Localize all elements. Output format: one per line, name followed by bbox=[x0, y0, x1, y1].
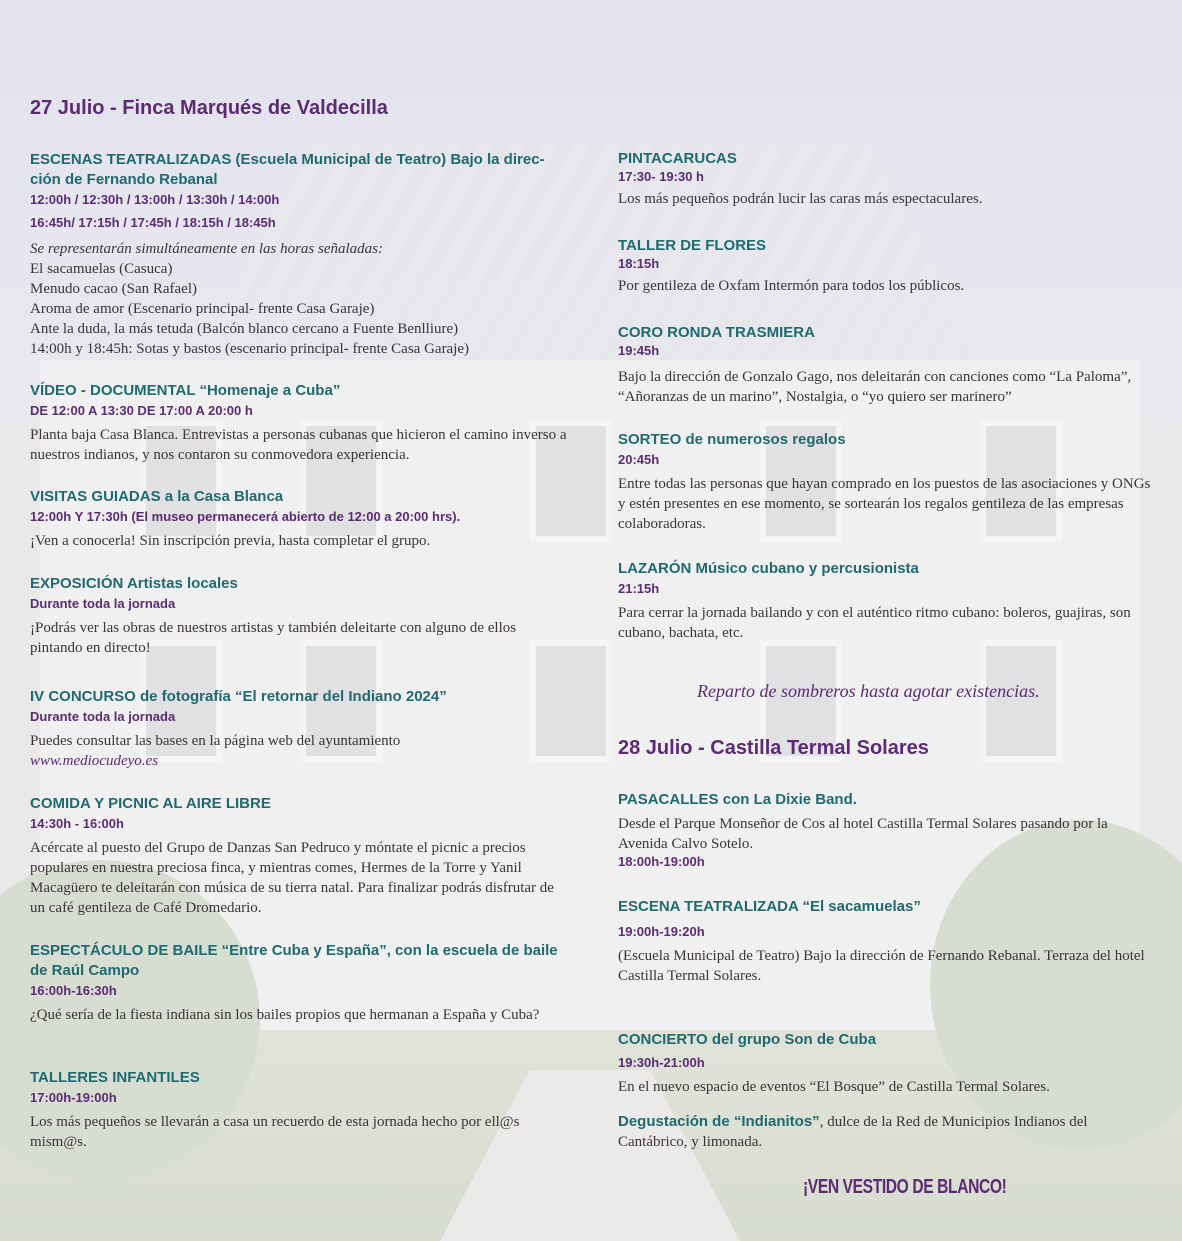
section-time: 19:00h-19:20h bbox=[618, 924, 705, 939]
list-item: Ante la duda, la más tetuda (Balcón blanco cercano a Fuente Benlliure) bbox=[30, 321, 459, 337]
section-text: Desde el Parque Monseñor de Cos al hotel Castilla Termal Solares pasando por la Avenida Calvo Sotelo. bbox=[618, 816, 1108, 852]
degustacion-title: Degustación de “Indianitos” bbox=[618, 1113, 820, 1130]
section-title: CONCIERTO del grupo Son de Cuba bbox=[618, 1031, 877, 1048]
section-time: 19:45h bbox=[618, 343, 660, 358]
section-text: ¡Ven a conocerla! Sin inscripción previa, hasta completar el grupo. bbox=[30, 533, 431, 549]
section-title: TALLER DE FLORES bbox=[618, 237, 767, 254]
section-title: ESCENA TEATRALIZADA “El sacamuelas” bbox=[618, 898, 921, 915]
section-video bbox=[30, 381, 570, 465]
section-title: LAZARÓN Músico cubano y percusionista bbox=[618, 560, 919, 577]
section-text: Los más pequeños se llevarán a casa un recuerdo de esta jornada hecho por ell@s mism@s. bbox=[30, 1114, 520, 1150]
section-time: 16:00h-16:30h bbox=[30, 983, 117, 998]
section-text: ¿Qué sería de la fiesta indiana sin los bailes propios que hermanan a España y Cuba? bbox=[30, 1007, 540, 1023]
day2-title: 28 Julio - Castilla Termal Solares bbox=[618, 737, 929, 759]
section-time: 14:30h - 16:00h bbox=[30, 816, 124, 831]
section-title: PINTACARUCAS bbox=[618, 150, 737, 167]
section-time: DE 12:00 A 13:30 DE 17:00 A 20:00 h bbox=[30, 403, 253, 418]
section-comida bbox=[30, 794, 570, 918]
section-title: PASACALLES con La Dixie Band. bbox=[618, 791, 857, 808]
section-baile bbox=[30, 941, 570, 1025]
section-text: Bajo la dirección de Gonzalo Gago, nos deleitarán con canciones como “La Paloma”, “Añoranzas de un marino”, Nostalgia, o “yo quiero ser marinero” bbox=[618, 369, 1132, 405]
section-escenas bbox=[30, 150, 570, 359]
section-text: Los más pequeños podrán lucir las caras más espectaculares. bbox=[618, 191, 983, 207]
section-title: COMIDA Y PICNIC AL AIRE LIBRE bbox=[30, 795, 271, 812]
section-title: ESCENAS TEATRALIZADAS (Escuela Municipal de Teatro) Bajo la direc- bbox=[30, 151, 545, 168]
section-text: Para cerrar la jornada bailando y con el auténtico ritmo cubano: boleros, guajiras, son cubano, bachata, etc. bbox=[618, 605, 1131, 641]
slogan: ¡VEN VESTIDO DE BLANCO! bbox=[803, 1176, 1007, 1198]
section-flores bbox=[618, 236, 1153, 296]
day1-title: 27 Julio - Finca Marqués de Valdecilla bbox=[30, 97, 388, 119]
section-title: SORTEO de numerosos regalos bbox=[618, 431, 846, 448]
section-pasacalles bbox=[618, 790, 1153, 870]
section-time: 12:00h Y 17:30h (El museo permanecerá abierto de 12:00 a 20:00 hrs). bbox=[30, 509, 461, 524]
section-concierto bbox=[618, 1030, 1153, 1097]
section-title: ción de Fernando Rebanal bbox=[30, 171, 218, 188]
degustacion-text bbox=[618, 1112, 1153, 1152]
section-time: 20:45h bbox=[618, 452, 660, 467]
section-coro bbox=[618, 323, 1153, 407]
section-text: Entre todas las personas que hayan comprado en los puestos de las asociaciones y ONGs y estén presentes en ese momento, se sortearán los regalos gentileza de las empresas colaboradoras. bbox=[618, 476, 1151, 532]
section-text: Acércate al puesto del Grupo de Danzas San Pedruco y móntate el picnic a precios populares en nuestra preciosa finca, y mientras comes, Hermes de la Torre y Yanil Macagüero te deleitarán con música de su tierra natal. Para finalizar podrás disfrutar de un café gentileza de Café Dromedario. bbox=[30, 840, 554, 916]
section-text: En el nuevo espacio de eventos “El Bosque” de Castilla Termal Solares. bbox=[618, 1079, 1050, 1095]
section-text: Puedes consultar las bases en la página web del ayuntamiento bbox=[30, 733, 401, 749]
section-time: 17:00h-19:00h bbox=[30, 1090, 117, 1105]
section-title: VÍDEO - DOCUMENTAL “Homenaje a Cuba” bbox=[30, 382, 341, 399]
section-title: CORO RONDA TRASMIERA bbox=[618, 324, 815, 341]
section-time: 17:30- 19:30 h bbox=[618, 169, 704, 184]
section-time: 12:00h / 12:30h / 13:00h / 13:30h / 14:00h bbox=[30, 192, 280, 207]
section-time: 16:45h/ 17:15h / 17:45h / 18:15h / 18:45h bbox=[30, 215, 276, 230]
section-text: (Escuela Municipal de Teatro) Bajo la dirección de Fernando Rebanal. Terraza del hotel Castilla Termal Solares. bbox=[618, 948, 1145, 984]
section-text: Por gentileza de Oxfam Intermón para todos los públicos. bbox=[618, 278, 965, 294]
section-text: Planta baja Casa Blanca. Entrevistas a personas cubanas que hicieron el camino inverso a nuestros indianos, y nos contaron su conmovedora experiencia. bbox=[30, 427, 567, 463]
section-talleres bbox=[30, 1068, 570, 1152]
section-lazaron bbox=[618, 559, 1153, 643]
section-sorteo bbox=[618, 430, 1153, 534]
list-item: Aroma de amor (Escenario principal- frente Casa Garaje) bbox=[30, 301, 375, 317]
section-text: ¡Podrás ver las obras de nuestros artistas y también deleitarte con alguno de ellos pintando en directo! bbox=[30, 620, 517, 656]
section-pintacarucas bbox=[618, 149, 1153, 209]
section-time: 19:30h-21:00h bbox=[618, 1055, 705, 1070]
list-item: El sacamuelas (Casuca) bbox=[30, 261, 173, 277]
section-escena bbox=[618, 897, 1153, 986]
section-time: Durante toda la jornada bbox=[30, 596, 176, 611]
section-visitas bbox=[30, 487, 570, 551]
section-title: ESPECTÁCULO DE BAILE “Entre Cuba y España”, con la escuela de baile de Raúl Campo bbox=[30, 942, 558, 979]
list-item: Menudo cacao (San Rafael) bbox=[30, 281, 198, 297]
section-title: TALLERES INFANTILES bbox=[30, 1069, 200, 1086]
section-time: 21:15h bbox=[618, 581, 660, 596]
section-exposicion bbox=[30, 574, 570, 658]
section-title: VISITAS GUIADAS a la Casa Blanca bbox=[30, 488, 284, 505]
hats-notice: Reparto de sombreros hasta agotar existencias. bbox=[697, 681, 1040, 701]
list-item: 14:00h y 18:45h: Sotas y bastos (escenario principal- frente Casa Garaje) bbox=[30, 341, 470, 357]
section-concurso bbox=[30, 687, 570, 771]
section-time: Durante toda la jornada bbox=[30, 709, 176, 724]
section-title: IV CONCURSO de fotografía “El retornar del Indiano 2024” bbox=[30, 688, 447, 705]
section-title: EXPOSICIÓN Artistas locales bbox=[30, 575, 238, 592]
section-time: 18:00h-19:00h bbox=[618, 854, 705, 869]
degustacion-description: , dulce de la Red de Municipios Indianos del Cantábrico, y limonada. bbox=[618, 1114, 1088, 1150]
website-link[interactable]: www.mediocudeyo.es bbox=[30, 753, 159, 769]
intro-line: Se representarán simultáneamente en las horas señaladas: bbox=[30, 241, 384, 257]
section-time: 18:15h bbox=[618, 256, 660, 271]
